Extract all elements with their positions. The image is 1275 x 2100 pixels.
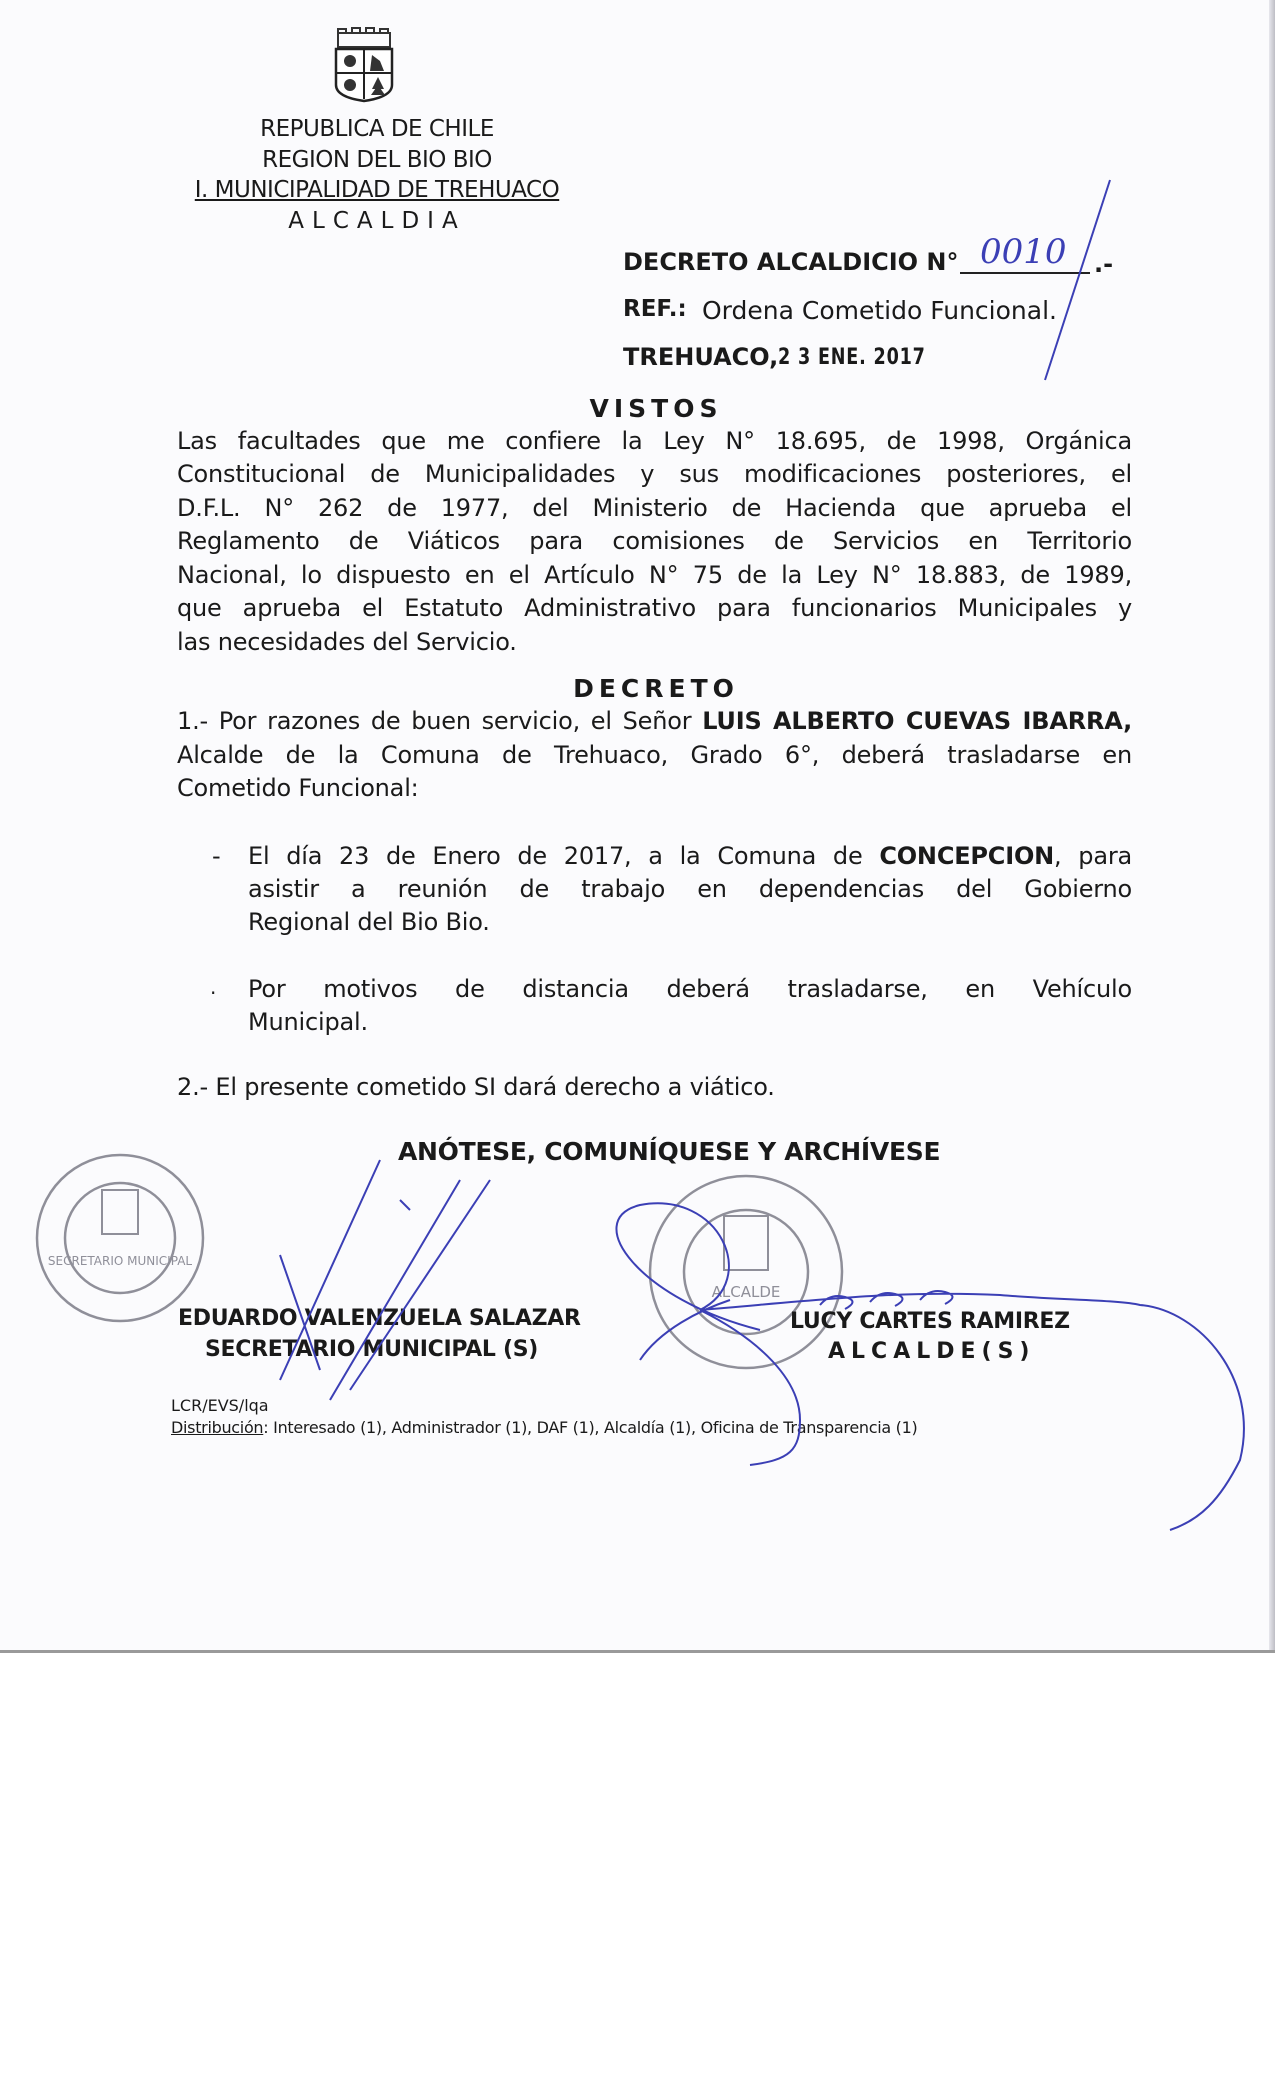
item1-line: 1.- Por razones de buen servicio, el Señor LUIS ALBERTO CUEVAS IBARRA,: [177, 707, 1133, 735]
left-signatory-name: EDUARDO VALENZUELA SALAZAR: [178, 1306, 581, 1331]
item1-line: Cometido Funcional:: [177, 774, 419, 802]
vistos-line: Constitucional de Municipalidades y sus modificaciones posteriores, el: [177, 460, 1132, 488]
vistos-line: que aprueba el Estatuto Administrativo para funcionarios Municipales y: [177, 594, 1132, 622]
header-region: REGION DEL BIO BIO: [262, 147, 492, 173]
bullet1-line: asistir a reunión de trabajo en dependencias del Gobierno: [248, 875, 1132, 903]
vistos-line: Nacional, lo dispuesto en el Artículo N° 75 de la Ley N° 18.883, de 1989,: [177, 561, 1132, 589]
decree-number-handwritten: 0010: [980, 232, 1067, 272]
vistos-line: D.F.L. N° 262 de 1977, del Ministerio de Hacienda que aprueba el: [177, 494, 1132, 522]
left-signatory-title: SECRETARIO MUNICIPAL (S): [205, 1337, 539, 1362]
right-signatory-name: LUCY CARTES RAMIREZ: [790, 1309, 1070, 1334]
bullet-dot: .: [210, 975, 217, 999]
item1-line: Alcalde de la Comuna de Trehuaco, Grado 6°, deberá trasladarse en: [177, 741, 1132, 769]
decree-number-suffix: .-: [1094, 250, 1114, 278]
distribution: Distribución: Interesado (1), Administrador (1), DAF (1), Alcaldía (1), Oficina de Transparencia (1): [171, 1418, 918, 1437]
decree-number-slash: [1045, 180, 1110, 380]
vistos-line: Las facultades que me confiere la Ley N° 18.695, de 1998, Orgánica: [177, 427, 1132, 455]
bullet1-line: El día 23 de Enero de 2017, a la Comuna de CONCEPCION, para: [248, 842, 1132, 870]
bullet-dash: -: [212, 842, 221, 870]
decreto-heading: DECRETO: [573, 674, 739, 703]
header-office: ALCALDIA: [288, 208, 466, 234]
ref-label: REF.:: [623, 296, 687, 322]
stamp-text: ALCALDE: [711, 1283, 781, 1301]
vistos-heading: VISTOS: [589, 394, 723, 423]
right-signature: [616, 1203, 1243, 1530]
date-stamp: 2 3 ENE. 2017: [778, 345, 926, 370]
bullet1-line: Regional del Bio Bio.: [248, 908, 490, 936]
vistos-line: las necesidades del Servicio.: [177, 628, 517, 656]
item2-line: 2.- El presente cometido SI dará derecho a viático.: [177, 1073, 775, 1101]
bullet2-line: Municipal.: [248, 1008, 368, 1036]
vistos-line: Reglamento de Viáticos para comisiones de Servicios en Territorio: [177, 527, 1132, 555]
header-country: REPUBLICA DE CHILE: [260, 116, 494, 142]
left-signature: [280, 1160, 490, 1400]
header-municipality: I. MUNICIPALIDAD DE TREHUACO: [194, 177, 560, 203]
bullet2-line: Por motivos de distancia deberá trasladarse, en Vehículo: [248, 975, 1132, 1003]
closing-formula: ANÓTESE, COMUNÍQUESE Y ARCHÍVESE: [398, 1137, 941, 1166]
stamp-text: SECRETARIO MUNICIPAL: [47, 1254, 193, 1268]
place-label: TREHUACO,: [623, 343, 779, 371]
right-signatory-title: ALCALDE(S): [828, 1339, 1036, 1364]
ref-value: Ordena Cometido Funcional.: [702, 296, 1057, 325]
initials: LCR/EVS/lqa: [171, 1396, 269, 1415]
decree-number-label: DECRETO ALCALDICIO N°: [623, 248, 959, 276]
